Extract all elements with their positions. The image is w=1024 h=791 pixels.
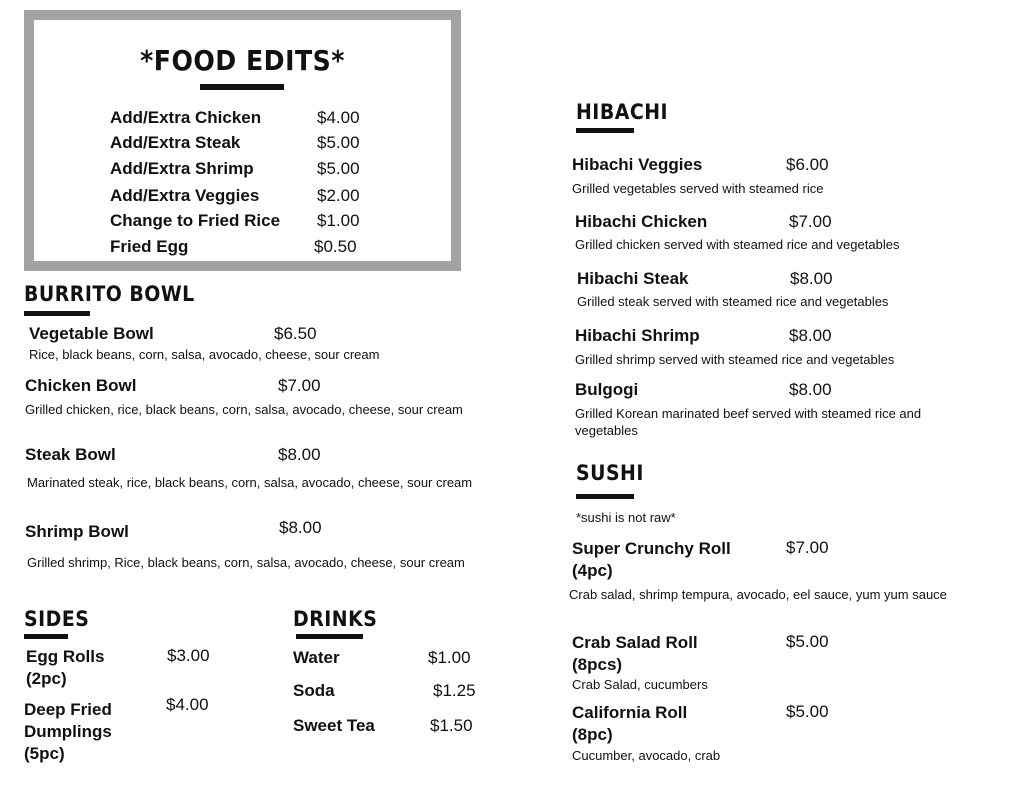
menu-item-price: $5.00 bbox=[786, 702, 829, 721]
sushi-note: *sushi is not raw* bbox=[576, 510, 676, 525]
food-edits-box bbox=[24, 10, 461, 271]
menu-item-name: Egg Rolls (2pc) bbox=[26, 647, 105, 688]
menu-item-price: $3.00 bbox=[167, 646, 210, 665]
menu-item-name: Shrimp Bowl bbox=[25, 522, 129, 541]
menu-item-name: Sweet Tea bbox=[293, 716, 375, 735]
menu-item-desc: Grilled chicken, rice, black beans, corn, salsa, avocado, cheese, sour cream bbox=[25, 402, 463, 417]
sushi-heading: SUSHI bbox=[576, 461, 644, 485]
menu-item-desc: Cucumber, avocado, crab bbox=[572, 748, 721, 763]
food-edit-price: $0.50 bbox=[314, 237, 357, 256]
menu-item-price: $8.00 bbox=[790, 269, 833, 288]
menu-item-name: Hibachi Chicken bbox=[575, 212, 708, 231]
menu-item-desc: Grilled shrimp served with steamed rice and vegetables bbox=[575, 352, 895, 367]
menu-item-price: $7.00 bbox=[786, 538, 829, 557]
menu-item-name: Chicken Bowl bbox=[25, 376, 137, 395]
menu-item-name: Crab Salad Roll (8pcs) bbox=[572, 633, 698, 674]
menu-item-desc: Crab Salad, cucumbers bbox=[572, 677, 708, 692]
burrito-bowl-underline bbox=[24, 311, 90, 316]
food-edit-label: Add/Extra Steak bbox=[110, 133, 241, 152]
food-edit-price: $4.00 bbox=[317, 108, 360, 127]
menu-item-price: $5.00 bbox=[786, 632, 829, 651]
food-edit-label: Add/Extra Shrimp bbox=[110, 159, 254, 178]
burrito-bowl-heading: BURRITO BOWL bbox=[24, 282, 195, 306]
menu-item-desc: Grilled Korean marinated beef served with steamed rice and vegetables bbox=[575, 406, 922, 438]
menu-item-desc: Grilled chicken served with steamed rice and vegetables bbox=[575, 237, 900, 252]
drinks-heading: DRINKS bbox=[293, 607, 378, 631]
food-edit-label: Fried Egg bbox=[110, 237, 189, 256]
menu-item-desc: Rice, black beans, corn, salsa, avocado, cheese, sour cream bbox=[29, 347, 380, 362]
menu-item-name: Deep Fried Dumplings (5pc) bbox=[24, 700, 112, 763]
menu-item-name: Bulgogi bbox=[575, 380, 639, 399]
menu-item-price: $1.00 bbox=[428, 648, 471, 667]
hibachi-heading: HIBACHI bbox=[576, 100, 669, 124]
menu-item-desc: Grilled vegetables served with steamed rice bbox=[572, 181, 824, 196]
sushi-underline bbox=[576, 494, 634, 499]
hibachi-underline bbox=[576, 128, 634, 133]
food-edit-label: Change to Fried Rice bbox=[110, 211, 281, 230]
menu-item-price: $8.00 bbox=[279, 518, 322, 537]
food-edit-label: Add/Extra Chicken bbox=[110, 108, 262, 127]
food-edits-underline bbox=[200, 84, 284, 90]
menu-item-price: $1.50 bbox=[430, 716, 473, 735]
menu-item-price: $8.00 bbox=[789, 326, 832, 345]
menu-item-name: Hibachi Shrimp bbox=[575, 326, 700, 345]
drinks-underline bbox=[296, 634, 363, 639]
menu-item-desc: Grilled shrimp, Rice, black beans, corn, salsa, avocado, cheese, sour cream bbox=[27, 555, 465, 570]
menu-item-price: $8.00 bbox=[278, 445, 321, 464]
menu-item-name: Hibachi Steak bbox=[577, 269, 689, 288]
sides-heading: SIDES bbox=[24, 607, 90, 631]
food-edit-price: $1.00 bbox=[317, 211, 360, 230]
menu-item-price: $1.25 bbox=[433, 681, 476, 700]
food-edit-price: $5.00 bbox=[317, 159, 360, 178]
menu-item-price: $8.00 bbox=[789, 380, 832, 399]
menu-item-name: Soda bbox=[293, 681, 335, 700]
menu-item-desc: Marinated steak, rice, black beans, corn, salsa, avocado, cheese, sour cream bbox=[27, 475, 473, 490]
menu-item-name: Hibachi Veggies bbox=[572, 155, 703, 174]
food-edit-price: $5.00 bbox=[317, 133, 360, 152]
menu-item-name: Water bbox=[293, 648, 340, 667]
food-edit-price: $2.00 bbox=[317, 186, 360, 205]
menu-item-name: Super Crunchy Roll (4pc) bbox=[572, 539, 731, 580]
menu-item-price: $7.00 bbox=[278, 376, 321, 395]
menu-item-desc: Crab salad, shrimp tempura, avocado, eel sauce, yum yum sauce bbox=[569, 587, 947, 602]
menu-item-price: $6.50 bbox=[274, 324, 317, 343]
menu-item-name: California Roll (8pc) bbox=[572, 703, 688, 744]
menu-item-price: $4.00 bbox=[166, 695, 209, 714]
food-edits-title: *FOOD EDITS* bbox=[140, 44, 345, 77]
menu-item-name: Steak Bowl bbox=[25, 445, 116, 464]
menu-item-name: Vegetable Bowl bbox=[29, 324, 154, 343]
food-edit-label: Add/Extra Veggies bbox=[110, 186, 260, 205]
menu-item-desc: Grilled steak served with steamed rice and vegetables bbox=[577, 294, 889, 309]
menu-item-price: $7.00 bbox=[789, 212, 832, 231]
sides-underline bbox=[24, 634, 68, 639]
menu-item-price: $6.00 bbox=[786, 155, 829, 174]
